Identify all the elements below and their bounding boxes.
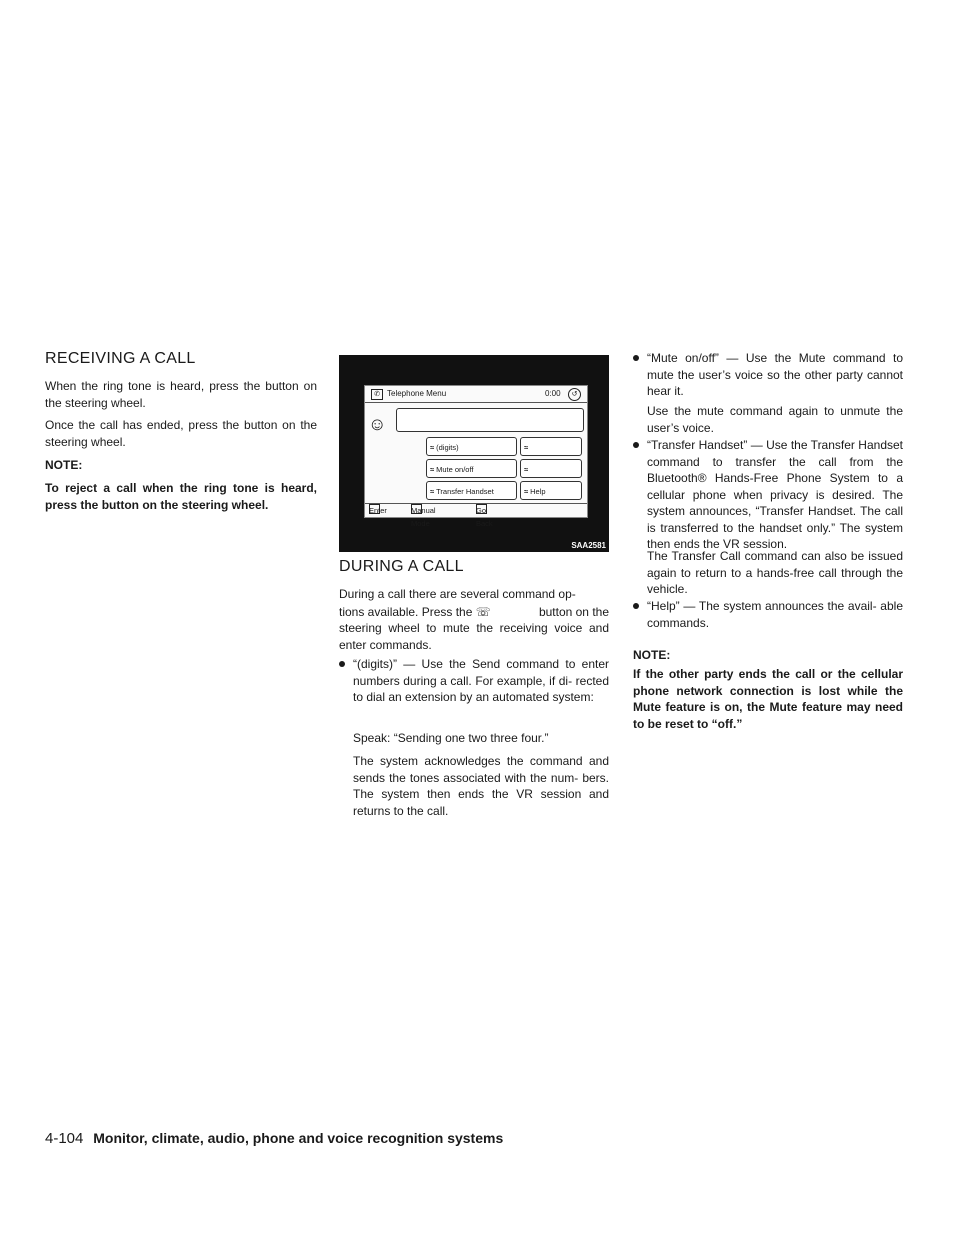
speak-icon: ≈	[430, 487, 435, 496]
page-number: 4-104	[45, 1130, 84, 1147]
button-label: Mute on/off	[436, 465, 474, 474]
call-time: 0:00	[545, 389, 561, 398]
paragraph: The Transfer Call command can also be issued again to return to a hands-free call through the vehicle.	[647, 549, 903, 596]
screen	[364, 385, 588, 528]
heading-receiving-a-call: RECEIVING A CALL	[45, 350, 196, 367]
button-label: (digits)	[436, 443, 459, 452]
bullet-text: “Help” — The system announces the avail- able commands.	[647, 599, 903, 630]
paragraph: Speak: “Sending one two three four.”	[353, 731, 549, 745]
bullet-dot	[339, 661, 345, 667]
bullet-text: “Transfer Handset” — Use the Transfer Handset command to transfer the call from the Bluetooth® Hands-Free Phone System to a cellular phone when privacy is desired. The system announces, “Transfer Handset. The call is transferred to the handset only.” The system then ends the VR session.	[647, 438, 903, 551]
blank-button	[520, 459, 582, 478]
mute-button	[426, 459, 517, 478]
text: button on the	[538, 605, 609, 619]
paragraph-line: During a call there are several command op-	[339, 587, 576, 601]
speak-icon: ≈	[524, 487, 529, 496]
title-bar	[365, 386, 587, 403]
speak-icon: ≈	[524, 443, 529, 452]
voice-recognition-icon: ☺	[368, 414, 387, 434]
text: tions available. Press the	[339, 605, 473, 619]
input-display	[396, 408, 584, 432]
paragraph: steering wheel to mute the receiving voice and enter commands.	[339, 621, 609, 652]
speak-icon: ≈	[524, 465, 529, 474]
blank-button	[520, 437, 582, 456]
screen-title: Telephone Menu	[387, 389, 447, 398]
note-label: NOTE:	[45, 458, 83, 472]
footer-enter: Enter	[369, 506, 387, 515]
bullet-dot	[633, 355, 639, 361]
button-label: Help	[530, 487, 546, 496]
button-label: Transfer Handset	[436, 487, 494, 496]
paragraph: The system acknowledges the command and sends the tones associated with the num- bers. The system then ends the VR session and returns to the call.	[353, 754, 609, 818]
transfer-handset-button	[426, 481, 517, 500]
paragraph: Once the call has ended, press the button on the steering wheel.	[45, 418, 317, 449]
figure-label: SAA2581	[571, 541, 606, 550]
back-icon: ↺	[568, 388, 581, 401]
note-label: NOTE:	[633, 648, 671, 662]
speak-icon: ≈	[430, 465, 435, 474]
phone-icon: ✆	[371, 389, 383, 400]
bullet-text: “(digits)” — Use the Send command to enter numbers during a call. For example, if di- rected to dial an extension by an automated system:	[353, 657, 609, 704]
paragraph: When the ring tone is heard, press the button on the steering wheel.	[45, 379, 317, 410]
telephone-menu-figure	[339, 355, 609, 552]
digits-button	[426, 437, 517, 456]
note-text: If the other party ends the call or the cellular phone network connection is lost while the Mute feature is on, the Mute feature may need to be reset to “off.”	[633, 667, 903, 731]
bullet-dot	[633, 442, 639, 448]
screen-footer	[365, 503, 587, 528]
note-text: To reject a call when the ring tone is heard, press the button on the steering wheel.	[45, 481, 317, 512]
paragraph: Use the mute command again to unmute the user’s voice.	[647, 404, 903, 435]
speak-icon: ≈	[430, 443, 435, 452]
talk-button-icon: ☏	[475, 605, 491, 619]
section-title: Monitor, climate, audio, phone and voice recognition systems	[93, 1130, 504, 1146]
footer-manual: Manual Mode	[411, 506, 436, 528]
bullet-dot	[633, 603, 639, 609]
bullet-text: “Mute on/off” — Use the Mute command to mute the user’s voice so the other party cannot hear it.	[647, 351, 903, 398]
paragraph-line	[339, 604, 609, 621]
page-footer	[45, 1130, 503, 1147]
footer-back: Go Back	[476, 506, 493, 528]
help-button	[520, 481, 582, 500]
heading-during-a-call: DURING A CALL	[339, 558, 464, 575]
